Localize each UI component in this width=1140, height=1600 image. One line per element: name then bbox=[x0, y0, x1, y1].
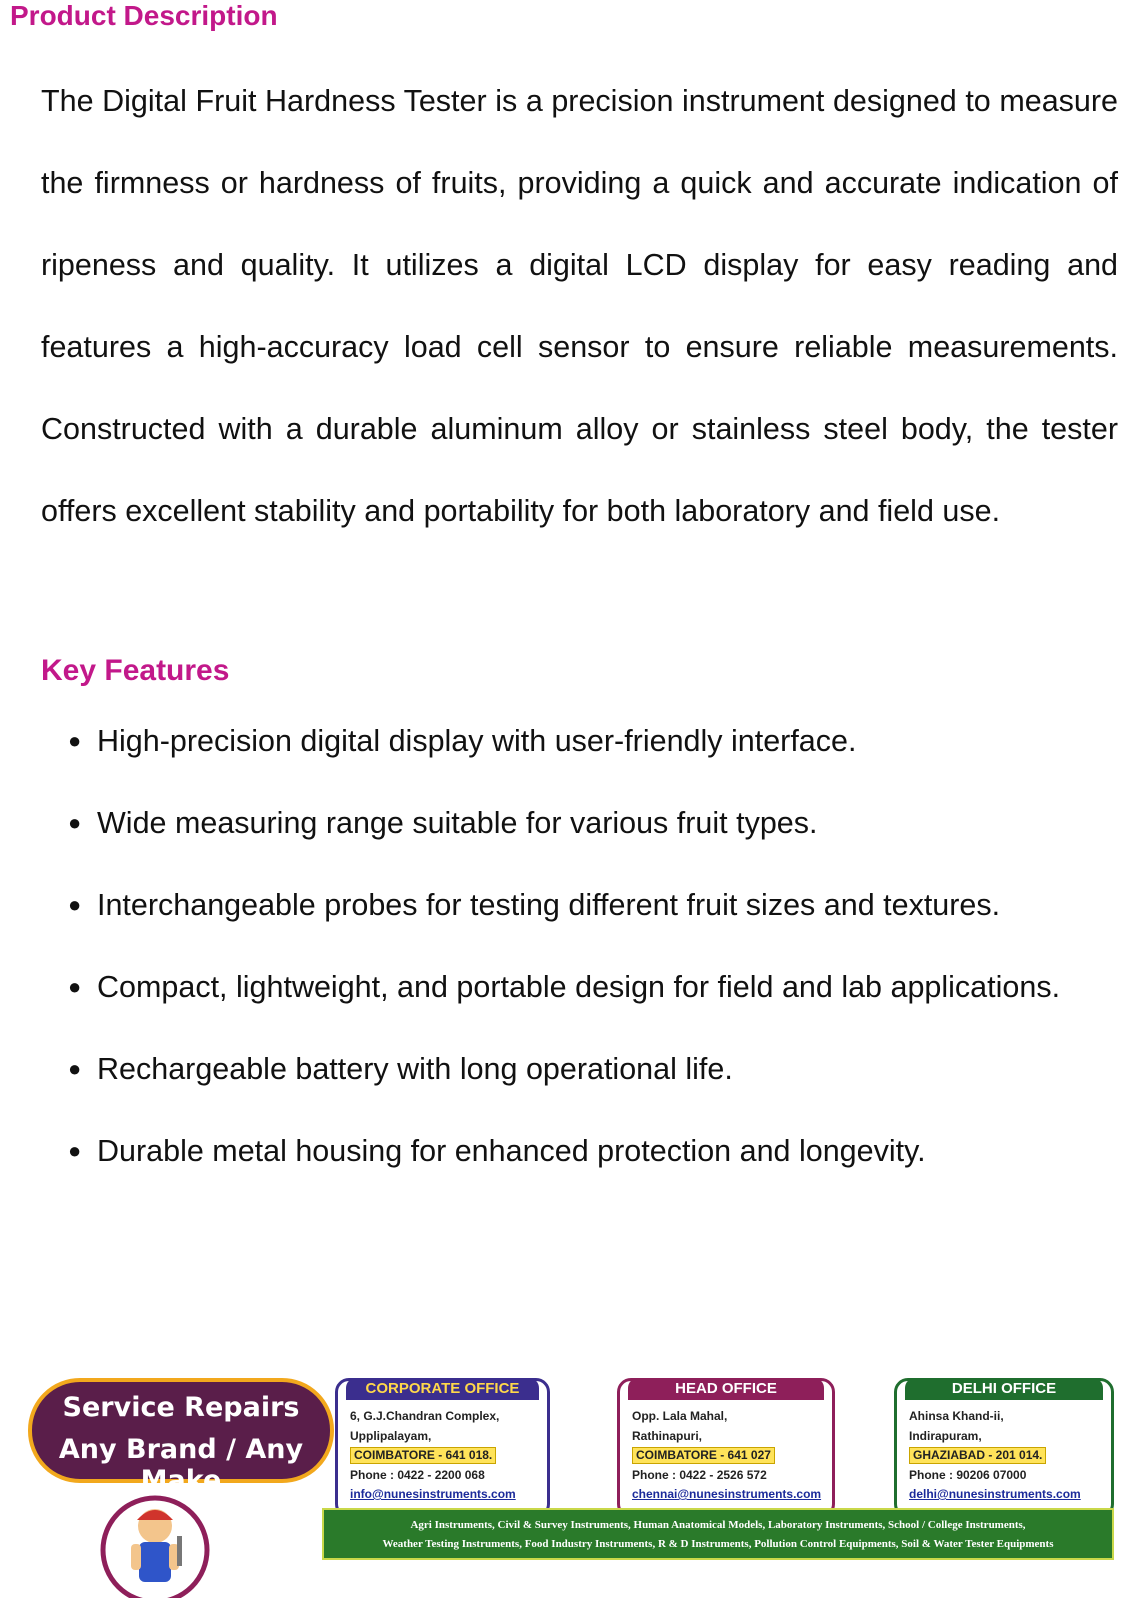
delhi-office-card bbox=[894, 1378, 1114, 1518]
office-title: DELHI OFFICE bbox=[905, 1378, 1103, 1400]
feature-text: Wide measuring range suitable for various fruit types. bbox=[97, 806, 818, 840]
product-description-text: The Digital Fruit Hardness Tester is a precision instrument designed to measure the firmness or hardness of fruits, providing a quick and accurate indication of ripeness and quality. It utilizes a digital LCD display for easy reading and features a high-accuracy load cell sensor to ensure reliable measurements. Constructed with a durable aluminum alloy or stainless steel body, the tester offers excellent stability and portability for both laboratory and field use. bbox=[41, 84, 1118, 528]
feature-text: Interchangeable probes for testing different fruit sizes and textures. bbox=[97, 888, 1001, 922]
bullet-icon: ● bbox=[68, 810, 82, 835]
list-item bbox=[68, 797, 1060, 879]
contact-footer bbox=[0, 1360, 1140, 1600]
corporate-office-card bbox=[335, 1378, 550, 1518]
key-features-heading: Key Features bbox=[41, 654, 230, 687]
head-office-card bbox=[617, 1378, 835, 1518]
list-item bbox=[68, 879, 1060, 961]
categories-line-2: Weather Testing Instruments, Food Industry Instruments, R & D Instruments, Pollution Control Equipments, Soil & Water Tester Equipments bbox=[382, 1538, 1054, 1550]
categories-line-1: Agri Instruments, Civil & Survey Instruments, Human Anatomical Models, Laboratory Instruments, School / College Instruments, bbox=[410, 1519, 1026, 1531]
office-email-link[interactable]: info@nunesinstruments.com bbox=[350, 1487, 516, 1501]
key-features-list bbox=[68, 715, 1060, 1207]
service-repairs-badge bbox=[28, 1378, 334, 1496]
bullet-icon: ● bbox=[68, 1138, 82, 1163]
office-city: COIMBATORE - 641 027 bbox=[632, 1447, 775, 1464]
list-item bbox=[68, 715, 1060, 797]
product-categories-band bbox=[322, 1508, 1114, 1560]
office-title: CORPORATE OFFICE bbox=[346, 1378, 539, 1400]
office-city: GHAZIABAD - 201 014. bbox=[909, 1447, 1046, 1464]
list-item bbox=[68, 1043, 1060, 1125]
office-address-line: 6, G.J.Chandran Complex, bbox=[350, 1409, 500, 1423]
office-email-link[interactable]: delhi@nunesinstruments.com bbox=[909, 1487, 1081, 1501]
service-line-2: Any Brand / Any Make bbox=[58, 1434, 304, 1496]
service-line-1: Service Repairs bbox=[62, 1392, 300, 1423]
bullet-icon: ● bbox=[68, 892, 82, 917]
bullet-icon: ● bbox=[68, 1056, 82, 1081]
feature-text: High-precision digital display with user-friendly interface. bbox=[97, 724, 857, 758]
feature-text: Compact, lightweight, and portable design for field and lab applications. bbox=[97, 970, 1061, 1004]
office-city: COIMBATORE - 641 018. bbox=[350, 1447, 496, 1464]
product-description-heading: Product Description bbox=[10, 0, 278, 31]
office-address-line: Indirapuram, bbox=[909, 1428, 982, 1443]
list-item bbox=[68, 1125, 1060, 1207]
office-phone: Phone : 0422 - 2526 572 bbox=[632, 1467, 767, 1482]
office-phone: Phone : 90206 07000 bbox=[909, 1467, 1027, 1482]
office-title: HEAD OFFICE bbox=[628, 1378, 824, 1400]
office-address-line: Rathinapuri, bbox=[632, 1428, 703, 1443]
feature-text: Rechargeable battery with long operational life. bbox=[97, 1052, 733, 1086]
feature-text: Durable metal housing for enhanced protection and longevity. bbox=[97, 1134, 926, 1168]
office-phone: Phone : 0422 - 2200 068 bbox=[350, 1467, 485, 1482]
bullet-icon: ● bbox=[68, 974, 82, 999]
office-email-link[interactable]: chennai@nunesinstruments.com bbox=[632, 1487, 822, 1501]
office-address-line: Upplipalayam, bbox=[350, 1428, 432, 1443]
office-address-line: Opp. Lala Mahal, bbox=[632, 1409, 728, 1423]
list-item bbox=[68, 961, 1060, 1043]
bullet-icon: ● bbox=[68, 728, 82, 753]
office-address-line: Ahinsa Khand-ii, bbox=[909, 1409, 1004, 1423]
mechanic-mascot-icon bbox=[85, 1478, 225, 1598]
